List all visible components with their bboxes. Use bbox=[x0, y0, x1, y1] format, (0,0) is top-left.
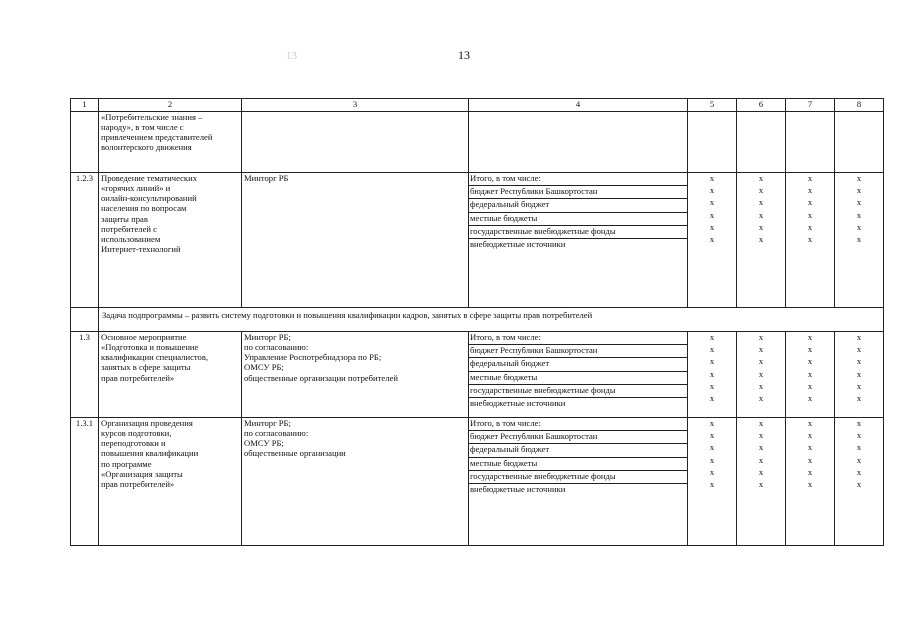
x-mark: х bbox=[758, 332, 764, 342]
x-mark: х bbox=[758, 173, 764, 183]
activity-name: Основное мероприятие «Подготовка и повышение квалификации специалистов, занятых в сфере защиты прав потребителей» bbox=[99, 332, 242, 418]
x-mark: х bbox=[709, 478, 715, 489]
header-cell: 6 bbox=[737, 99, 786, 112]
source-cell bbox=[469, 112, 688, 173]
program-table bbox=[70, 98, 884, 546]
x-mark: х bbox=[807, 392, 813, 403]
activity-name: Проведение тематических «горячих линий» и онлайн-консультирований населения по вопросам защиты прав потребителей с использованием Интернет-технологий bbox=[99, 173, 242, 308]
executor: Минторг РБ bbox=[242, 173, 469, 308]
x-mark: х bbox=[856, 344, 862, 355]
x-mark: х bbox=[807, 430, 813, 441]
task-row bbox=[71, 308, 884, 332]
header-cell: 5 bbox=[688, 99, 737, 112]
source-label: внебюджетные источники bbox=[470, 238, 566, 249]
source-label: Итого, в том числе: bbox=[469, 418, 687, 431]
x-mark: х bbox=[807, 380, 813, 391]
x-mark: х bbox=[709, 197, 715, 208]
source-label: местные бюджеты bbox=[469, 458, 687, 471]
source-label: федеральный бюджет bbox=[469, 358, 687, 371]
x-mark: х bbox=[856, 173, 862, 183]
x-mark: х bbox=[709, 209, 715, 220]
num-cell bbox=[71, 308, 99, 332]
source-label: государственные внебюджетные фонды bbox=[469, 385, 687, 398]
x-mark: х bbox=[856, 233, 862, 244]
x-mark: х bbox=[807, 454, 813, 465]
source-label: внебюджетные источники bbox=[470, 397, 566, 408]
x-mark: х bbox=[856, 392, 862, 403]
x-mark: х bbox=[709, 418, 715, 428]
x-mark: х bbox=[807, 233, 813, 244]
x-mark: х bbox=[758, 430, 764, 441]
x-mark: х bbox=[709, 368, 715, 379]
x-mark: х bbox=[709, 466, 715, 477]
x-mark: х bbox=[856, 221, 862, 232]
x-mark: х bbox=[856, 209, 862, 220]
x-mark: х bbox=[758, 356, 764, 367]
row-number: 1.3.1 bbox=[71, 418, 99, 546]
header-row bbox=[71, 99, 884, 112]
x-mark: х bbox=[807, 221, 813, 232]
x-mark: х bbox=[807, 418, 813, 428]
task-text: Задача подпрограммы – развить систему подготовки и повышения квалификации кадров, занятых в сфере защиты прав потребителей bbox=[99, 308, 884, 332]
source-label: Итого, в том числе: bbox=[469, 173, 687, 186]
x-mark: х bbox=[758, 209, 764, 220]
source-label: государственные внебюджетные фонды bbox=[469, 226, 687, 239]
x-mark: х bbox=[709, 221, 715, 232]
funding-sources bbox=[469, 332, 688, 418]
x-mark: х bbox=[807, 344, 813, 355]
x-mark: х bbox=[758, 185, 764, 196]
x-mark: х bbox=[807, 197, 813, 208]
page-number: 13 bbox=[458, 48, 470, 62]
x-mark: х bbox=[709, 332, 715, 342]
x-mark: х bbox=[856, 478, 862, 489]
source-label: местные бюджеты bbox=[469, 213, 687, 226]
table-row bbox=[71, 418, 884, 546]
executor-cell bbox=[242, 112, 469, 173]
value-cell bbox=[737, 112, 786, 173]
funding-sources bbox=[469, 173, 688, 308]
x-mark: х bbox=[758, 418, 764, 428]
source-label: государственные внебюджетные фонды bbox=[469, 471, 687, 484]
x-mark: х bbox=[758, 454, 764, 465]
row-number: 1.3 bbox=[71, 332, 99, 418]
source-label: бюджет Республики Башкортостан bbox=[469, 345, 687, 358]
x-mark: х bbox=[758, 221, 764, 232]
value-cell bbox=[835, 418, 884, 546]
value-cell bbox=[835, 112, 884, 173]
source-label: федеральный бюджет bbox=[469, 199, 687, 212]
header-cell: 1 bbox=[71, 99, 99, 112]
x-mark: х bbox=[758, 392, 764, 403]
x-mark: х bbox=[709, 356, 715, 367]
x-mark: х bbox=[709, 430, 715, 441]
value-cell bbox=[688, 418, 737, 546]
x-mark: х bbox=[709, 380, 715, 391]
x-mark: х bbox=[856, 185, 862, 196]
source-label: местные бюджеты bbox=[469, 372, 687, 385]
value-cell bbox=[737, 173, 786, 308]
source-label: внебюджетные источники bbox=[470, 483, 566, 494]
value-cell bbox=[737, 418, 786, 546]
x-mark: х bbox=[807, 478, 813, 489]
x-mark: х bbox=[807, 356, 813, 367]
value-cell bbox=[786, 112, 835, 173]
x-mark: х bbox=[709, 392, 715, 403]
header-cell: 3 bbox=[242, 99, 469, 112]
value-cell bbox=[688, 112, 737, 173]
value-cell bbox=[786, 418, 835, 546]
x-mark: х bbox=[758, 380, 764, 391]
x-mark: х bbox=[856, 442, 862, 453]
value-cell bbox=[737, 332, 786, 418]
x-mark: х bbox=[856, 332, 862, 342]
activity-name: Организация проведения курсов подготовки, переподготовки и повышения квалификации по программе «Организация защиты прав потребителей» bbox=[99, 418, 242, 546]
x-mark: х bbox=[709, 442, 715, 453]
x-mark: х bbox=[709, 185, 715, 196]
value-cell bbox=[786, 173, 835, 308]
value-cell bbox=[688, 173, 737, 308]
x-mark: х bbox=[807, 209, 813, 220]
x-mark: х bbox=[856, 418, 862, 428]
activity-name: «Потребительские знания – народу», в том числе с привлечением представителей волонтерского движения bbox=[99, 112, 242, 173]
x-mark: х bbox=[758, 344, 764, 355]
header-cell: 7 bbox=[786, 99, 835, 112]
x-mark: х bbox=[856, 466, 862, 477]
x-mark: х bbox=[807, 185, 813, 196]
x-mark: х bbox=[758, 478, 764, 489]
x-mark: х bbox=[758, 233, 764, 244]
x-mark: х bbox=[856, 197, 862, 208]
x-mark: х bbox=[856, 368, 862, 379]
table-row bbox=[71, 112, 884, 173]
x-mark: х bbox=[807, 332, 813, 342]
ghost-page-number: 13 bbox=[286, 50, 297, 62]
source-label: федеральный бюджет bbox=[469, 444, 687, 457]
x-mark: х bbox=[709, 233, 715, 244]
header-cell: 2 bbox=[99, 99, 242, 112]
source-label: бюджет Республики Башкортостан bbox=[469, 186, 687, 199]
executor: Минторг РБ; по согласованию: ОМСУ РБ; общественные организации bbox=[242, 418, 469, 546]
x-mark: х bbox=[758, 368, 764, 379]
funding-sources bbox=[469, 418, 688, 546]
source-label: Итого, в том числе: bbox=[469, 332, 687, 345]
x-mark: х bbox=[758, 466, 764, 477]
x-mark: х bbox=[709, 454, 715, 465]
value-cell bbox=[786, 332, 835, 418]
x-mark: х bbox=[709, 173, 715, 183]
x-mark: х bbox=[856, 454, 862, 465]
value-cell bbox=[688, 332, 737, 418]
header-cell: 4 bbox=[469, 99, 688, 112]
table-row bbox=[71, 173, 884, 308]
x-mark: х bbox=[709, 344, 715, 355]
x-mark: х bbox=[758, 197, 764, 208]
value-cell bbox=[835, 332, 884, 418]
x-mark: х bbox=[807, 368, 813, 379]
executor: Минторг РБ; по согласованию: Управление Роспотребнадзора по РБ; ОМСУ РБ; общественные организации потребителей bbox=[242, 332, 469, 418]
x-mark: х bbox=[807, 173, 813, 183]
x-mark: х bbox=[807, 442, 813, 453]
x-mark: х bbox=[807, 466, 813, 477]
x-mark: х bbox=[856, 430, 862, 441]
num-cell bbox=[71, 112, 99, 173]
row-number: 1.2.3 bbox=[71, 173, 99, 308]
x-mark: х bbox=[758, 442, 764, 453]
x-mark: х bbox=[856, 380, 862, 391]
table-row bbox=[71, 332, 884, 418]
header-cell: 8 bbox=[835, 99, 884, 112]
x-mark: х bbox=[856, 356, 862, 367]
source-label: бюджет Республики Башкортостан bbox=[469, 431, 687, 444]
value-cell bbox=[835, 173, 884, 308]
